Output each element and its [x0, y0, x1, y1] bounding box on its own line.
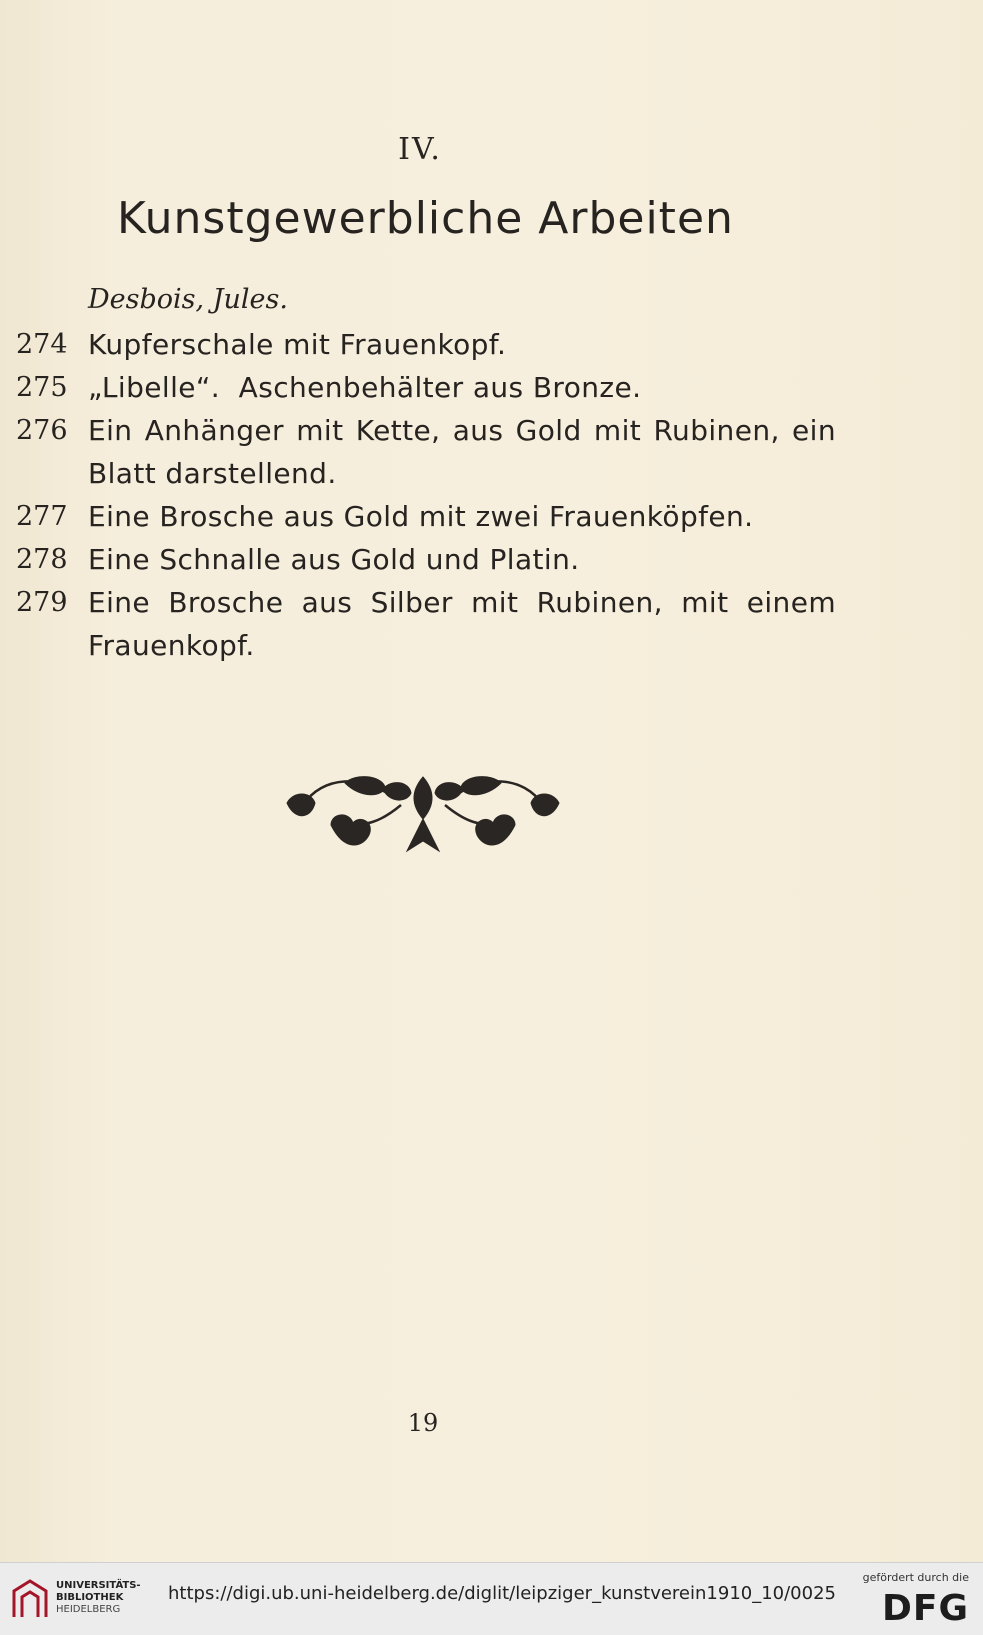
entry-text: Ein Anhänger mit Kette, aus Gold mit Rubinen, ein Blatt darstellend. — [88, 414, 836, 490]
page-number: 19 — [407, 1409, 439, 1437]
entry-number: 275 — [16, 372, 68, 403]
dfg-logo: DFG — [881, 1588, 969, 1629]
catalog-entry — [16, 323, 826, 366]
entry-text: Kupferschale mit Frauenkopf. — [88, 328, 507, 361]
viewer-footer — [0, 1562, 983, 1635]
permalink-url[interactable]: https://digi.ub.uni-heidelberg.de/diglit/leipziger_kunstverein1910_10/0025 — [168, 1583, 836, 1604]
catalog-entry — [16, 366, 826, 409]
floral-vignette-icon — [283, 775, 563, 855]
entry-text: Eine Brosche aus Silber mit Rubinen, mit einem Frauenkopf. — [88, 586, 836, 662]
entry-number: 277 — [16, 501, 68, 532]
university-library-logo-icon — [10, 1577, 50, 1621]
entry-text: Eine Brosche aus Gold mit zwei Frauenköpfen. — [88, 500, 754, 533]
catalog-entry — [16, 409, 836, 495]
section-title: Kunstgewerbliche Arbeiten — [117, 193, 734, 244]
catalog-entry — [16, 538, 826, 581]
entry-text: „Libelle“. Aschenbehälter aus Bronze. — [88, 371, 642, 404]
catalog-entry — [16, 581, 836, 667]
entry-number: 279 — [16, 587, 68, 618]
entry-number: 278 — [16, 544, 68, 575]
section-number: IV. — [398, 132, 442, 167]
entry-number: 276 — [16, 415, 68, 446]
funding-caption: gefördert durch die — [862, 1571, 969, 1584]
entry-number: 274 — [16, 329, 68, 360]
catalog-entry — [16, 495, 826, 538]
artist-name: Desbois, Jules. — [88, 284, 288, 315]
library-name: UNIVERSITÄTS- BIBLIOTHEK HEIDELBERG — [56, 1580, 141, 1615]
entry-text: Eine Schnalle aus Gold und Platin. — [88, 543, 580, 576]
